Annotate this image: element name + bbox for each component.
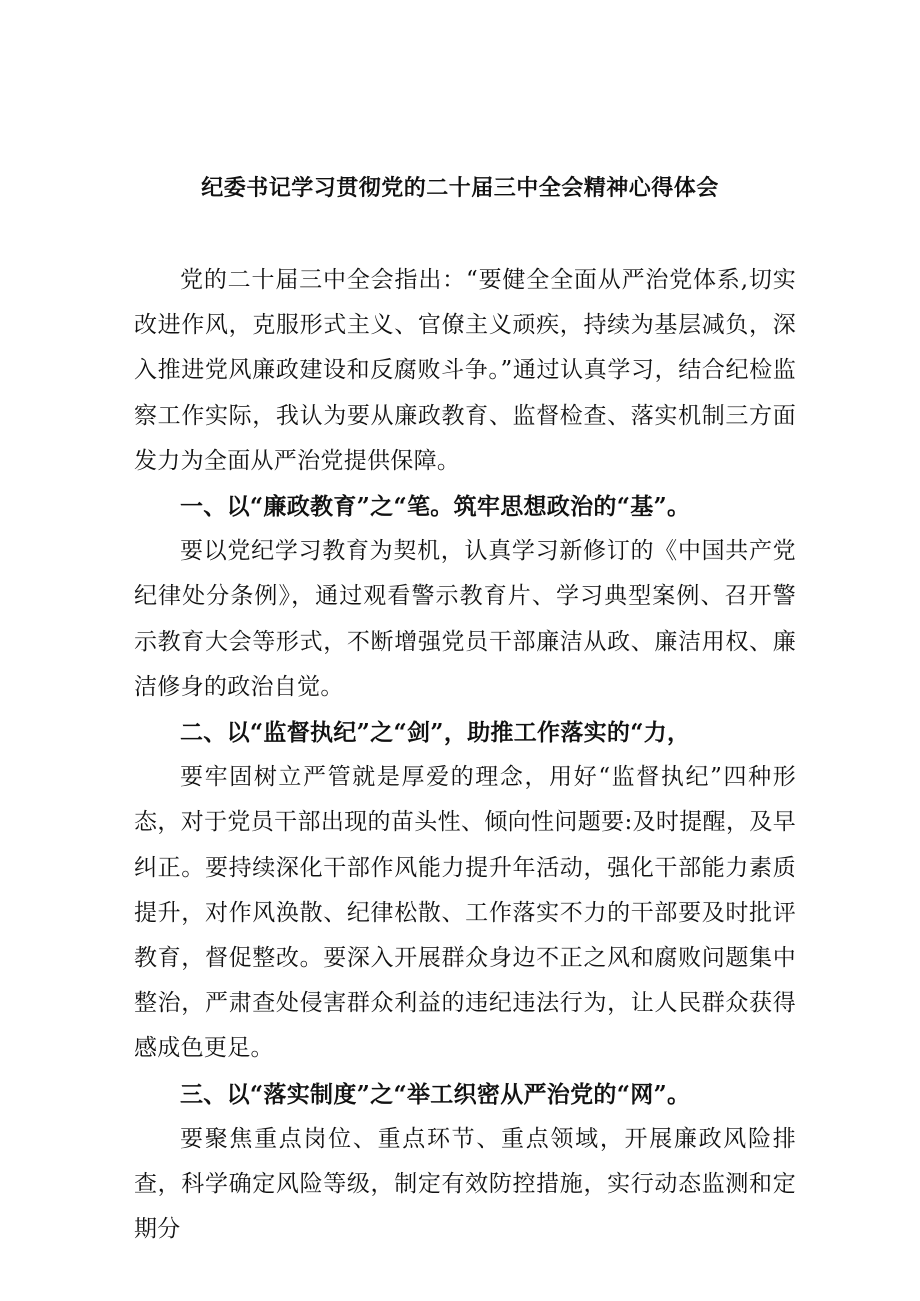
document-body <box>134 258 796 1252</box>
document-title: 纪委书记学习贯彻党的二十届三中全会精神心得体会 <box>201 175 719 201</box>
section-heading-3: 三、以“落实制度”之“举工织密从严治党的“网”。 <box>180 1080 691 1108</box>
intro-paragraph: 党的二十届三中全会指出：“要健全全面从严治党体系,切实改进作风，克服形式主义、官僚主义顽疾，持续为基层减负，深入推进党风廉政建设和反腐败斗争。”通过认真学习，结合纪检监察工作实际，我认为要从廉政教育、监督检查、落实机制三方面发力为全面从严治党提供保障。 <box>134 267 796 474</box>
section-heading-2: 二、以“监督执纪”之“剑”，助推工作落实的“力， <box>180 719 691 747</box>
section-heading-1: 一、以“廉政教育”之“笔。筑牢思想政治的“基”。 <box>180 493 691 521</box>
section-paragraph-1: 要以党纪学习教育为契机，认真学习新修订的《中国共产党纪律处分条例》，通过观看警示教育片、学习典型案例、召开警示教育大会等形式，不断增强党员干部廉洁从政、廉洁用权、廉洁修身的政治自觉。 <box>134 538 796 700</box>
section-paragraph-2: 要牢固树立严管就是厚爱的理念，用好“监督执纪”四种形态，对于党员干部出现的苗头性、倾向性问题要:及时提醒，及早纠正。要持续深化干部作风能力提升年活动，强化干部能力素质提升，对作风涣散、纪律松散、工作落实不力的干部要及时批评教育，督促整改。要深入开展群众身边不正之风和腐败问题集中整治，严肃查处侵害群众利益的违纪违法行为，让人民群众获得感成色更足。 <box>134 764 796 1062</box>
section-paragraph-3: 要聚焦重点岗位、重点环节、重点领域，开展廉政风险排查，科学确定风险等级，制定有效防控措施，实行动态监测和定期分 <box>134 1125 796 1243</box>
